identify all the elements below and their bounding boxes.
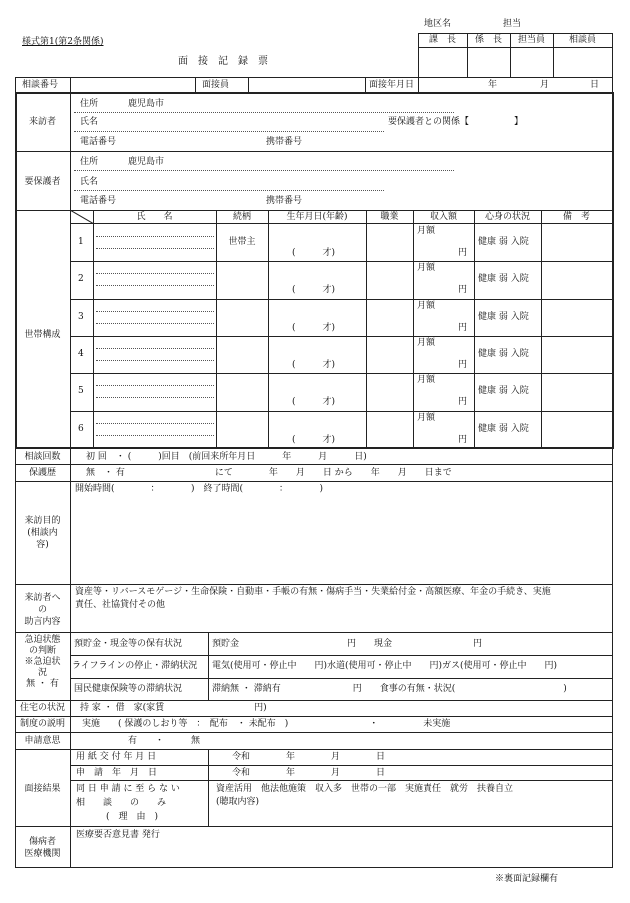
name-line — [96, 273, 214, 274]
household-age: ( 才) — [292, 360, 336, 370]
protected-address-label: 住所 — [80, 157, 99, 167]
row-divider — [70, 299, 613, 300]
name-line — [96, 285, 214, 286]
household-income-monthly: 月額 — [417, 263, 436, 273]
result-label: 面接結果 — [24, 784, 61, 794]
household-row-number: 6 — [78, 424, 84, 434]
urgent-label-line5: 無 ・ 有 — [26, 679, 59, 689]
urgent-lifeline-key: ライフラインの停止・滞納状況 — [72, 661, 198, 671]
urgent-insurance-value: 滞納無 ・ 滞納有 円 食事の有無・状況( ) — [212, 684, 567, 694]
district-label: 地区名 — [424, 19, 452, 29]
system-text: 実施 ( 保護のしおり等 ： 配布 ・ 未配布 ) ・ 未実施 — [82, 719, 451, 729]
approval-sodanin: 相談員 — [568, 35, 596, 45]
interviewer-label: 面接員 — [202, 80, 230, 90]
visitor-city: 鹿児島市 — [128, 99, 165, 109]
result-form-date-value: 令和 年 月 日 — [232, 752, 386, 762]
visitor-mobile-label: 携帯番号 — [266, 137, 303, 147]
household-health: 健康 弱 入院 — [478, 312, 529, 322]
form-number: 様式第1(第2条関係) — [22, 37, 104, 47]
household-health: 健康 弱 入院 — [478, 237, 529, 247]
household-row-number: 3 — [78, 312, 84, 322]
urgent-lifeline-value: 電気(使用可・停止中 円)水道(使用可・停止中 円)ガス(使用可・停止中 円) — [212, 661, 558, 671]
advice-label — [15, 592, 70, 628]
row-divider — [70, 261, 613, 262]
result-hearing: (聴取内容) — [216, 797, 260, 807]
result-consult-only-3: ( 理 由 ) — [106, 812, 159, 822]
household-income-monthly: 月額 — [417, 226, 436, 236]
protected-phone-label: 電話番号 — [80, 196, 117, 206]
col-name: 氏 名 — [136, 212, 173, 222]
date-month: 月 — [540, 80, 550, 90]
history-label: 保護歴 — [28, 468, 56, 478]
name-line — [96, 248, 214, 249]
household-income-yen: 円 — [458, 360, 468, 370]
interview-date-label: 面接年月日 — [369, 80, 415, 90]
name-line — [96, 311, 214, 312]
col-health: 心身の状況 — [484, 212, 530, 222]
household-row-number: 1 — [78, 237, 84, 247]
protected-mobile-label: 携帯番号 — [266, 196, 303, 206]
row-divider — [70, 373, 613, 374]
advice-text-1: 資産等・リバースモゲージ・生命保険・自動車・手帳の有無・傷病手当・失業給付金・高額医療、年金の手続き、実施 — [75, 587, 551, 597]
household-health: 健康 弱 入院 — [478, 386, 529, 396]
col-remarks: 備 考 — [562, 212, 590, 222]
consult-count-text: 初 回 ・ ( )回目 (前回来所年月日 年 月 日) — [86, 452, 367, 462]
purpose-label-line1: 来訪目的 — [24, 516, 61, 526]
visitor-label: 来訪者 — [28, 117, 56, 127]
medical-label-line2: 医療機関 — [24, 849, 61, 859]
row-divider — [70, 336, 613, 337]
urgent-savings-key: 預貯金・現金等の保有状況 — [74, 639, 183, 649]
purpose-time: 開始時間( ： ) 終了時間( ： ) — [75, 484, 324, 494]
name-line — [96, 323, 214, 324]
intent-text: 有 ・ 無 — [128, 736, 201, 746]
approval-kakaricho: 係 長 — [474, 35, 502, 45]
household-age: ( 才) — [292, 285, 336, 295]
name-line — [96, 236, 214, 237]
housing-text: 持 家 ・ 借 家(家賃 円) — [80, 703, 267, 713]
date-year: 年 — [488, 80, 498, 90]
urgent-label-line2: の判断 — [28, 646, 56, 656]
purpose-label-line3: 容) — [36, 540, 49, 550]
advice-label-line3: 助言内容 — [24, 617, 61, 627]
urgent-label-line1: 急迫状態 — [24, 635, 61, 645]
result-apply-date-value: 令和 年 月 日 — [232, 768, 386, 778]
household-income-yen: 円 — [458, 435, 468, 445]
visitor-relation: 要保護者との関係【 】 — [388, 117, 524, 127]
visitor-address-label: 住所 — [80, 99, 99, 109]
household-row-number: 4 — [78, 349, 84, 359]
name-line — [96, 348, 214, 349]
urgent-label-line4: 況 — [37, 668, 47, 678]
visitor-phone-label: 電話番号 — [80, 137, 117, 147]
approval-tantoin: 担当員 — [517, 35, 545, 45]
urgent-label-line3: ※急迫状 — [24, 657, 61, 667]
medical-label-line1: 傷病者 — [28, 837, 56, 847]
history-text: 無 ・ 有 にて 年 月 日 から 年 月 日まで — [86, 468, 452, 478]
household-age: ( 才) — [292, 397, 336, 407]
household-age: ( 才) — [292, 323, 336, 333]
result-form-date-key: 用 紙 交 付 年 月 日 — [76, 752, 157, 762]
urgent-savings-value: 預貯金 円 現金 円 — [212, 639, 483, 649]
household-relation: 世帯主 — [228, 237, 256, 247]
result-reasons: 資産活用 他法他施策 収入多 世帯の一部 実施責任 就労 扶養自立 — [216, 784, 514, 794]
name-line — [96, 360, 214, 361]
result-consult-only-2: 相 談 の み — [76, 798, 167, 808]
advice-text-2: 責任、社協貸付その他 — [75, 600, 166, 610]
household-health: 健康 弱 入院 — [478, 424, 529, 434]
household-age: ( 才) — [292, 248, 336, 258]
medical-text: 医療要否意見書 発行 — [76, 830, 160, 840]
result-consult-only-1: 同 日 申 請 に 至 ら な い — [76, 784, 180, 794]
household-income-monthly: 月額 — [417, 338, 436, 348]
household-income-yen: 円 — [458, 285, 468, 295]
system-label: 制度の説明 — [19, 719, 65, 729]
name-line — [96, 435, 214, 436]
protected-name-label: 氏名 — [80, 177, 99, 187]
household-health: 健康 弱 入院 — [478, 274, 529, 284]
name-line — [96, 397, 214, 398]
housing-label: 住宅の状況 — [19, 703, 65, 713]
household-row-number: 5 — [78, 386, 84, 396]
purpose-label-line2: (相談内 — [27, 528, 58, 538]
household-age: ( 才) — [292, 435, 336, 445]
col-job: 職業 — [380, 212, 399, 222]
row-divider — [70, 411, 613, 412]
date-day: 日 — [590, 80, 600, 90]
result-apply-date-key: 申 請 年 月 日 — [76, 768, 158, 778]
footer-note: ※裏面記録欄有 — [495, 874, 559, 884]
consult-count-label: 相談回数 — [24, 452, 61, 462]
advice-label-line1: 来訪者へ — [24, 593, 61, 603]
household-income-yen: 円 — [458, 323, 468, 333]
household-income-monthly: 月額 — [417, 375, 436, 385]
advice-label-line2: の — [37, 605, 47, 615]
name-line — [96, 385, 214, 386]
household-row-number: 2 — [78, 274, 84, 284]
intent-label: 申請意思 — [24, 736, 61, 746]
consult-number-label: 相談番号 — [22, 80, 59, 90]
household-income-monthly: 月額 — [417, 413, 436, 423]
visitor-name-label: 氏名 — [80, 117, 99, 127]
household-label: 世帯構成 — [24, 330, 61, 340]
form-title: 面 接 記 録 票 — [178, 56, 268, 67]
household-income-yen: 円 — [458, 248, 468, 258]
protected-label: 要保護者 — [24, 177, 61, 187]
col-income: 収入額 — [429, 212, 457, 222]
purpose-label — [15, 515, 70, 551]
household-income-yen: 円 — [458, 397, 468, 407]
name-line — [96, 423, 214, 424]
tanto-label: 担当 — [503, 19, 522, 29]
approval-kacho: 課 長 — [428, 35, 456, 45]
urgent-insurance-key: 国民健康保険等の滞納状況 — [74, 684, 183, 694]
col-relation: 続柄 — [232, 212, 251, 222]
col-birthdate: 生年月日(年齢) — [286, 212, 348, 222]
medical-label — [15, 836, 70, 860]
household-health: 健康 弱 入院 — [478, 349, 529, 359]
household-income-monthly: 月額 — [417, 301, 436, 311]
protected-city: 鹿児島市 — [128, 157, 165, 167]
urgent-label — [15, 635, 70, 690]
